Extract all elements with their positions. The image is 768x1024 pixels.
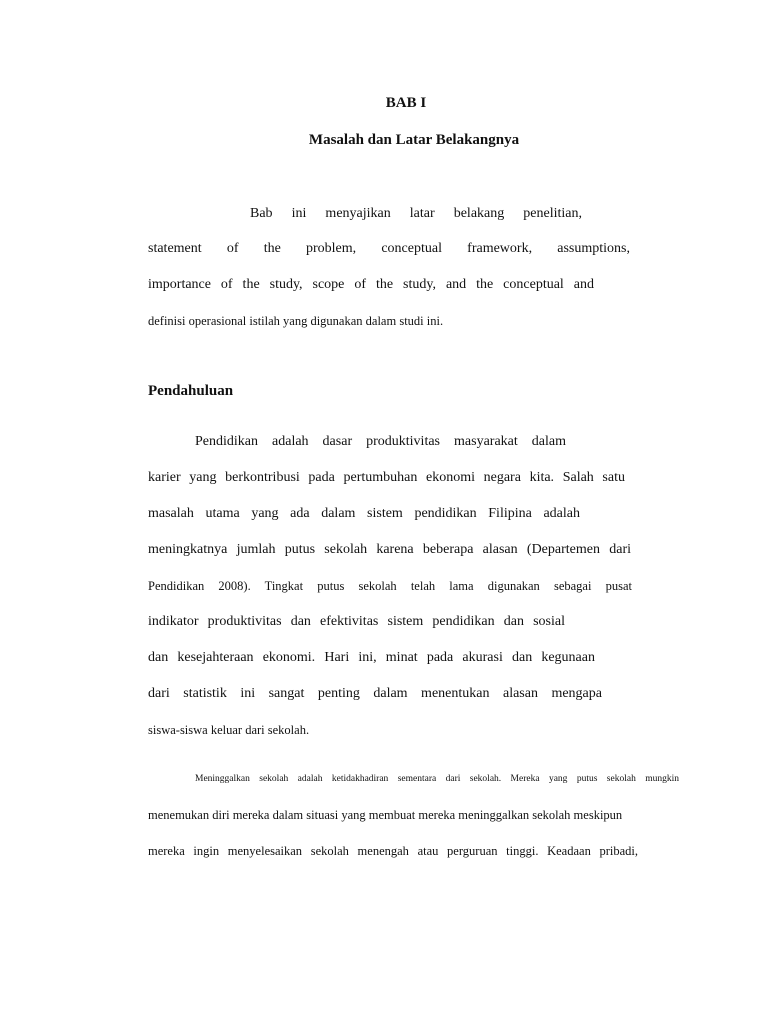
- intro-line: Bab ini menyajikan latar belakang penelitian,: [250, 206, 582, 221]
- paragraph-line: dan kesejahteraan ekonomi. Hari ini, minat pada akurasi dan kegunaan: [148, 650, 595, 665]
- intro-line: statement of the problem, conceptual framework, assumptions,: [148, 241, 630, 256]
- intro-line: importance of the study, scope of the study, and the conceptual and: [148, 277, 594, 292]
- paragraph-line: karier yang berkontribusi pada pertumbuhan ekonomi negara kita. Salah satu: [148, 470, 625, 485]
- paragraph-line: siswa-siswa keluar dari sekolah.: [148, 723, 310, 737]
- paragraph-line: Pendidikan adalah dasar produktivitas masyarakat dalam: [195, 434, 566, 449]
- paragraph-line: Pendidikan 2008). Tingkat putus sekolah telah lama digunakan sebagai pusat: [148, 579, 632, 593]
- paragraph-line: dari statistik ini sangat penting dalam menentukan alasan mengapa: [148, 686, 602, 701]
- intro-line: definisi operasional istilah yang digunakan dalam studi ini.: [148, 314, 444, 328]
- paragraph-line: menemukan diri mereka dalam situasi yang membuat mereka meninggalkan sekolah meskipun: [148, 808, 623, 822]
- paragraph-line: indikator produktivitas dan efektivitas sistem pendidikan dan sosial: [148, 614, 565, 629]
- paragraph-line: Meninggalkan sekolah adalah ketidakhadiran sementara dari sekolah. Mereka yang putus sekolah mungkin: [195, 774, 679, 784]
- chapter-heading: BAB I: [385, 95, 427, 111]
- paragraph-line: masalah utama yang ada dalam sistem pendidikan Filipina adalah: [148, 506, 580, 521]
- paragraph-line: meningkatnya jumlah putus sekolah karena beberapa alasan (Departemen dari: [148, 542, 631, 557]
- section-heading: Pendahuluan: [148, 383, 234, 399]
- chapter-title: Masalah dan Latar Belakangnya: [308, 132, 520, 148]
- paragraph-line: mereka ingin menyelesaikan sekolah menengah atau perguruan tinggi. Keadaan pribadi,: [148, 844, 638, 858]
